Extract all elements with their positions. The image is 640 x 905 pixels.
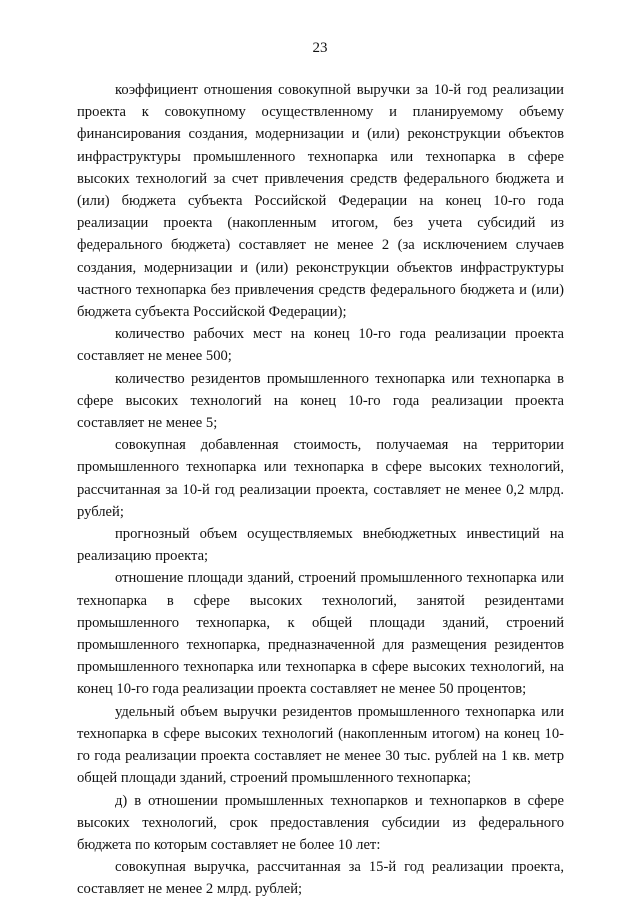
paragraph-revenue-per-meter: удельный объем выручки резидентов промышленного технопарка или технопарка в сфере высоких технологий (накопленным итогом) на конец 10-го года реализации проекта составляет не менее 30 тыс. рублей на 1 кв. метр общей площади зданий, строений промышленного технопарка; — [77, 703, 564, 787]
paragraph-total-revenue: совокупная выручка, рассчитанная за 15-й год реализации проекта, составляет не менее 2 млрд. рублей; — [77, 859, 564, 898]
page-number: 23 — [312, 40, 328, 56]
document-body — [77, 79, 564, 901]
paragraph-subitem-d: д) в отношении промышленных технопарков и технопарков в сфере высоких технологий, срок предоставления субсидии из федерального бюджета по которым составляет не более 10 лет: — [77, 792, 564, 853]
paragraph-jobs: количество рабочих мест на конец 10-го года реализации проекта составляет не менее 500; — [77, 326, 564, 365]
paragraph-revenue-ratio: коэффициент отношения совокупной выручки за 10-й год реализации проекта к совокупному осуществленному и планируемому объему финансирования создания, модернизации и (или) реконструкции объектов инфраструктуры промышленного технопарка или технопарка в сфере высоких технологий за счет привлечения средств федерального бюджета и (или) бюджета субъекта Российской Федерации на конец 10-го года реализации проекта (накопленным итогом, без учета субсидий из федерального бюджета) составляет не менее 2 (за исключением случаев создания, модернизации и (или) реконструкции объектов инфраструктуры частного технопарка без привлечения средств федерального бюджета и (или) бюджета субъекта Российской Федерации); — [77, 82, 564, 321]
paragraph-residents-count: количество резидентов промышленного технопарка или технопарка в сфере высоких технологий на конец 10-го года реализации проекта составляет не менее 5; — [77, 370, 564, 432]
paragraph-added-value: совокупная добавленная стоимость, получаемая на территории промышленного технопарка или технопарка в сфере высоких технологий, рассчитанная за 10-й год реализации проекта, составляет не менее 0,2 млрд. рублей; — [77, 437, 564, 520]
paragraph-investments: прогнозный объем осуществляемых внебюджетных инвестиций на реализацию проекта; — [77, 526, 564, 565]
paragraph-area-ratio: отношение площади зданий, строений промышленного технопарка или технопарка в сфере высоких технологий, занятой резидентами промышленного технопарка, к общей площади зданий, строений промышленного технопарка, предназначенной для размещения резидентов промышленного технопарка или технопарка в сфере высоких технологий, на конец 10-го года реализации проекта составляет не менее 50 процентов; — [77, 570, 564, 698]
